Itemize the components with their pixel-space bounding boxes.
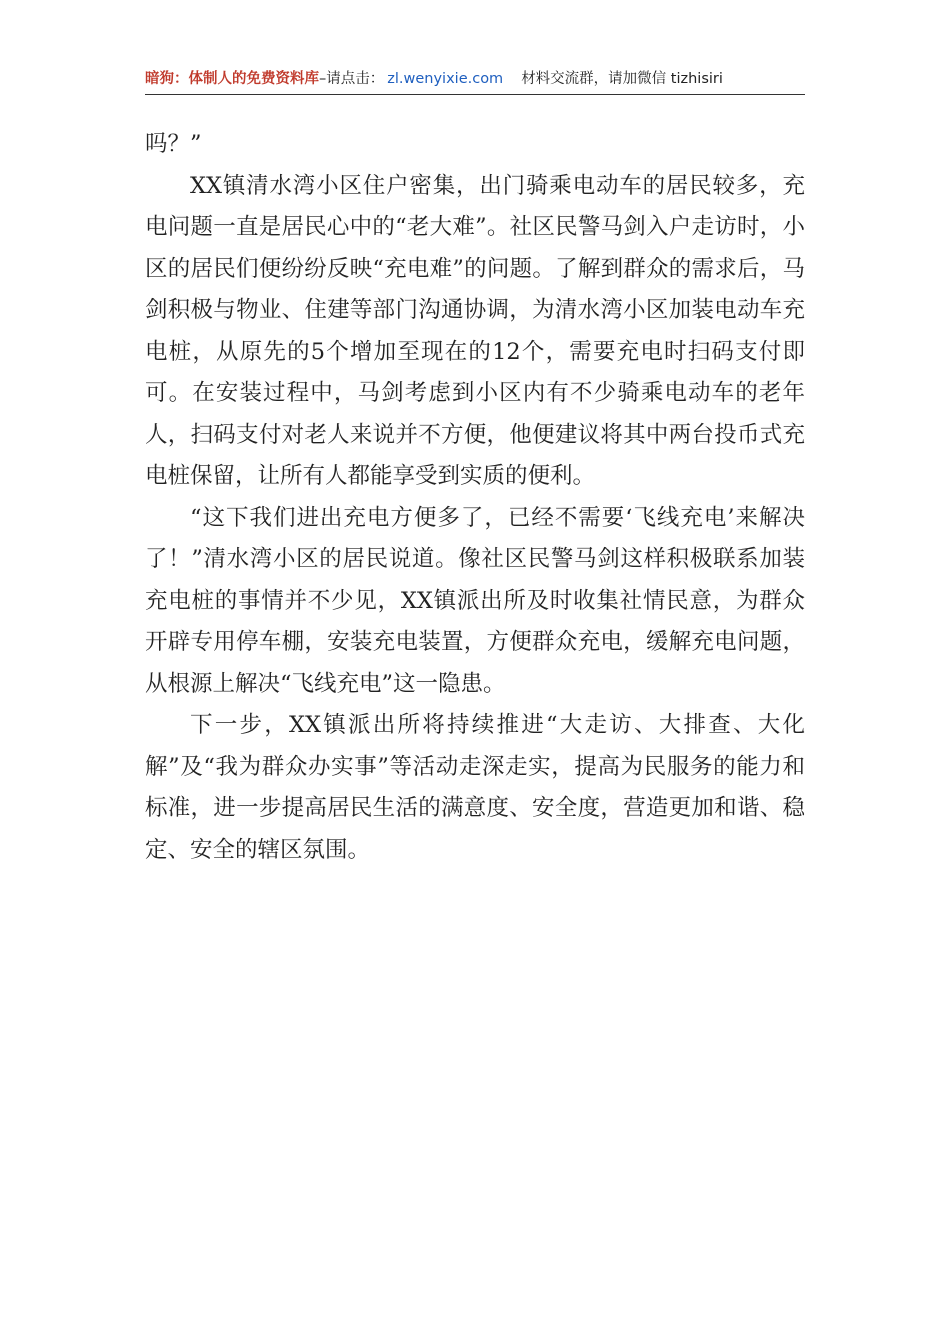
header-url-link[interactable]: zl.wenyixie.com [387, 71, 504, 87]
header-cta: –请点击： [319, 71, 385, 87]
page-header [145, 64, 805, 95]
header-wechat-note: 材料交流群，请加微信 tizhisiri [521, 71, 723, 87]
header-brand: 暗狗：体制人的免费资料库 [145, 71, 319, 87]
paragraph-resident-quote: “这下我们进出充电方便多了，已经不需要‘飞线充电’来解决了！”清水湾小区的居民说道。像社区民警马剑这样积极联系加装充电桩的事情并不少见，XX镇派出所及时收集社情民意，为群众开辟专用停车棚，安装充电装置，方便群众充电，缓解充电问题，从根源上解决“飞线充电”这一隐患。 [145, 504, 805, 697]
paragraph-charging-problem: XX镇清水湾小区住户密集，出门骑乘电动车的居民较多，充电问题一直是居民心中的“老大难”。社区民警马剑入户走访时，小区的居民们便纷纷反映“充电难”的问题。了解到群众的需求后，马剑积极与物业、住建等部门沟通协调，为清水湾小区加装电动车充电桩，从原先的5个增加至现在的12个，需要充电时扫码支付即可。在安装过程中，马剑考虑到小区内有不少骑乘电动车的老年人，扫码支付对老人来说并不方便，他便建议将其中两台投币式充电桩保留，让所有人都能享受到实质的便利。 [145, 172, 805, 489]
paragraph-next-step: 下一步，XX镇派出所将持续推进“大走访、大排查、大化解”及“我为群众办实事”等活动走深走实，提高为民服务的能力和标准，进一步提高居民生活的满意度、安全度，营造更加和谐、稳定、安全的辖区氛围。 [145, 712, 805, 863]
paragraph-continuation: 吗？” [145, 131, 202, 157]
document-body [145, 124, 805, 871]
